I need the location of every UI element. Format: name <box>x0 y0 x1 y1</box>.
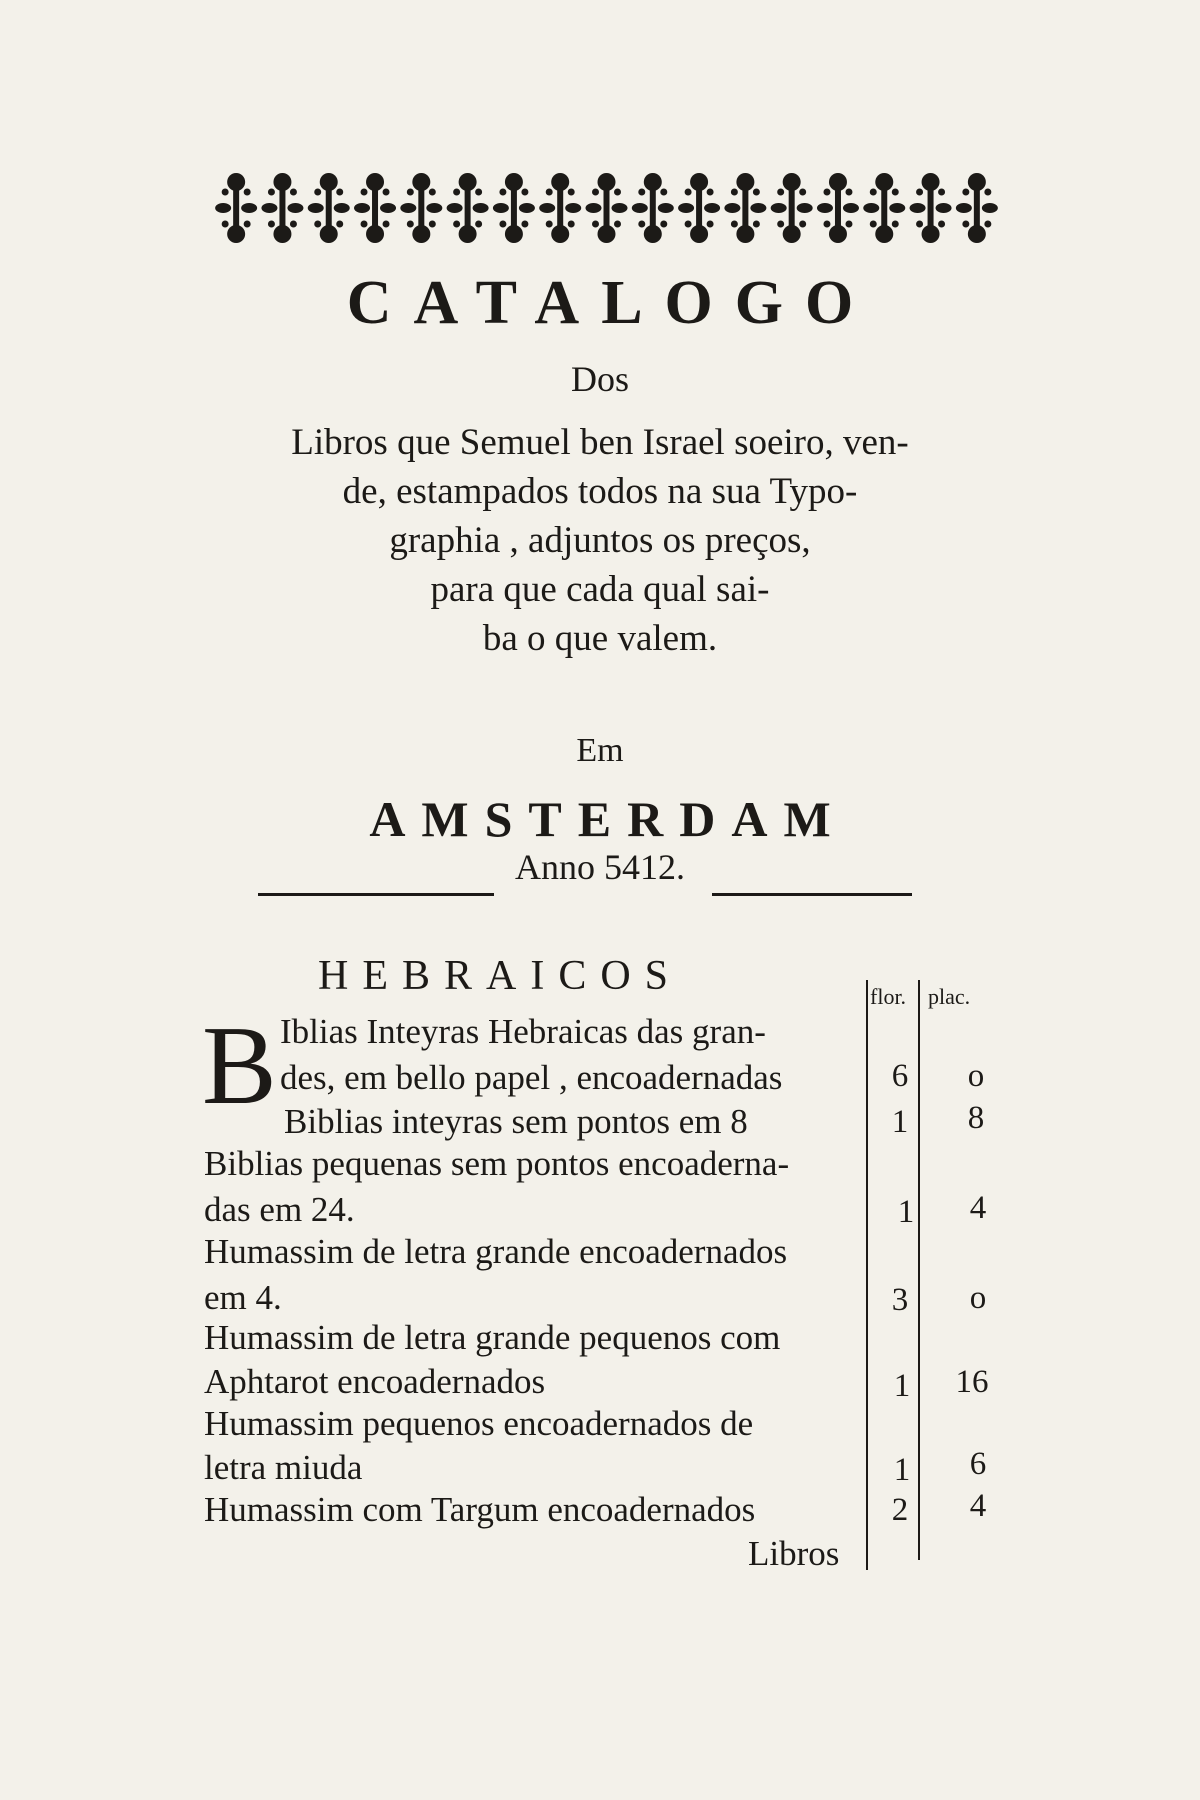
entry-line: Biblias inteyras sem pontos em 8 <box>284 1102 748 1141</box>
description <box>200 418 1000 663</box>
fleuron-unit <box>910 173 952 243</box>
price-plac: 8 <box>967 1100 985 1136</box>
fleuron-unit <box>215 173 257 243</box>
catchword: Libros <box>748 1534 840 1573</box>
entry-line: des, em bello papel , encoadernadas <box>280 1058 783 1097</box>
description-line: para que cada qual sai- <box>430 569 770 610</box>
fleuron-unit <box>493 173 535 243</box>
price-plac: 16 <box>955 1364 989 1400</box>
entry-line: letra miuda <box>204 1448 363 1487</box>
entry-line: Humassim pequenos encoadernados de <box>204 1404 754 1443</box>
price-flor: 1 <box>891 1104 909 1140</box>
subtitle: Dos <box>570 359 629 399</box>
fleuron-unit <box>724 173 766 243</box>
entry-line: Biblias pequenas sem pontos encoaderna- <box>204 1144 790 1183</box>
entry-line: das em 24. <box>204 1190 355 1229</box>
price-flor: 1 <box>893 1368 911 1404</box>
fleuron-border-ornament <box>213 168 1000 248</box>
fleuron-unit <box>308 173 350 243</box>
price-plac: o <box>967 1058 985 1094</box>
fleuron-unit <box>354 173 396 243</box>
price-flor: 2 <box>891 1492 909 1528</box>
fleuron-unit <box>586 173 628 243</box>
fleuron-unit <box>539 173 581 243</box>
description-line: graphia , adjuntos os preços, <box>389 520 811 561</box>
fleuron-unit <box>863 173 905 243</box>
entry-line: Humassim de letra grande pequenos com <box>204 1318 781 1357</box>
divider-rule-right <box>712 893 912 896</box>
entry-line: Iblias Inteyras Hebraicas das gran- <box>280 1012 766 1051</box>
publication-year: Anno 5412. <box>515 847 685 887</box>
price-plac: 4 <box>969 1488 987 1524</box>
fleuron-unit <box>447 173 489 243</box>
entry-line: Humassim de letra grande encoadernados <box>204 1232 788 1271</box>
price-plac: 4 <box>969 1190 987 1226</box>
entry-line: em 4. <box>204 1278 282 1317</box>
fleuron-unit <box>678 173 720 243</box>
fleuron-unit <box>956 173 998 243</box>
price-flor: 1 <box>893 1452 911 1488</box>
column-header-flor: flor. <box>870 984 907 1009</box>
description-line: ba o que valem. <box>482 618 718 659</box>
fleuron-unit <box>261 173 303 243</box>
fleuron-unit <box>400 173 442 243</box>
price-plac: o <box>969 1280 987 1316</box>
section-title: HEBRAICOS <box>318 953 683 999</box>
divider-rule-left <box>258 893 494 896</box>
description-line: Libros que Semuel ben Israel soeiro, ven- <box>291 422 909 463</box>
fleuron-unit <box>817 173 859 243</box>
entry-line: Humassim com Targum encoadernados <box>204 1490 756 1529</box>
price-plac: 6 <box>969 1446 987 1482</box>
price-flor: 6 <box>891 1058 909 1094</box>
price-flor: 3 <box>891 1282 909 1318</box>
city-name: AMSTERDAM <box>369 791 847 847</box>
page-title: CATALOGO <box>346 269 876 337</box>
drop-cap: B <box>202 1004 277 1128</box>
fleuron-unit <box>632 173 674 243</box>
description-line: de, estampados todos na sua Typo- <box>342 471 858 512</box>
place-prefix: Em <box>576 732 624 769</box>
fleuron-unit <box>771 173 813 243</box>
column-header-plac: plac. <box>928 984 971 1009</box>
entry-line: Aphtarot encoadernados <box>204 1362 546 1401</box>
price-flor: 1 <box>897 1194 915 1230</box>
column-rule-left <box>866 980 868 1570</box>
